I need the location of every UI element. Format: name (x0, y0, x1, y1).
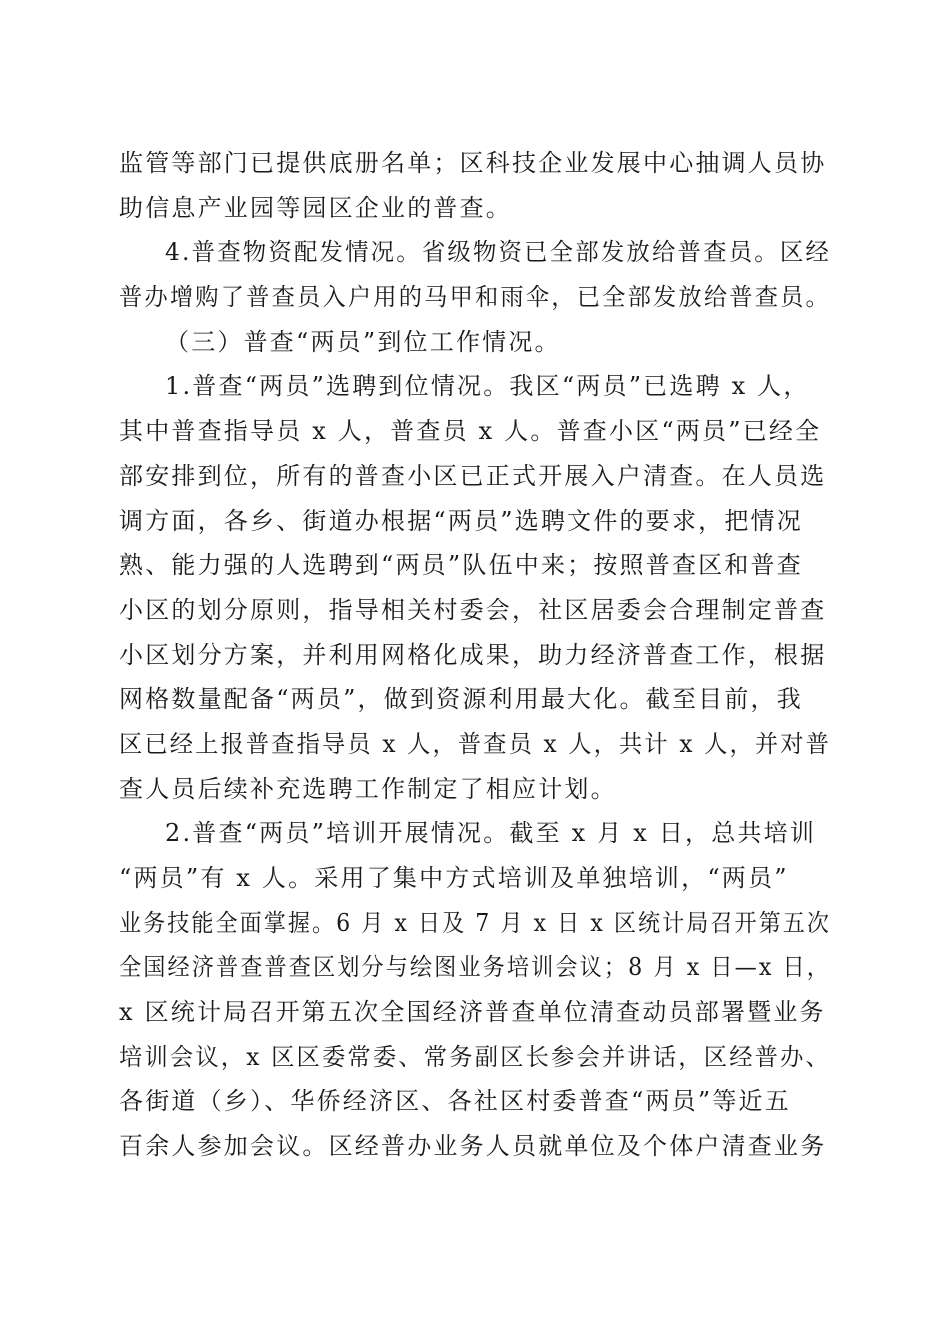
text-line (119, 945, 831, 990)
text-line-content: 监管等部门已提供底册名单；区科技企业发展中心抽调人员协 (119, 149, 827, 177)
text-line (119, 543, 831, 588)
text-line-content: 其中普查指导员 x 人，普查员 x 人。普查小区“两员”已经全 (119, 417, 822, 446)
text-line-content: 查人员后续补充选聘工作制定了相应计划。 (119, 774, 617, 803)
text-line-content: 小区的划分原则，指导相关村委会，社区居委会合理制定普查 (119, 595, 827, 624)
text-line (119, 856, 831, 901)
text-line (119, 186, 831, 231)
text-line (119, 1124, 831, 1169)
text-line-content: （三）普查“两员”到位工作情况。 (165, 327, 561, 356)
text-line (119, 722, 831, 767)
text-line-content: 4.普查物资配发情况。省级物资已全部发放给普查员。区经 (165, 238, 831, 267)
text-line-content: 部安排到位，所有的普查小区已正式开展入户清查。在人员选 (119, 461, 827, 490)
text-line-content: 网格数量配备“两员”，做到资源利用最大化。截至目前，我 (119, 685, 803, 714)
text-line (119, 275, 831, 320)
text-line (119, 364, 831, 409)
text-line-content: 区已经上报普查指导员 x 人，普查员 x 人，共计 x 人，并对普 (119, 729, 831, 758)
text-line (119, 1079, 831, 1124)
body-text (119, 141, 831, 1169)
text-line (119, 901, 831, 946)
text-line-content: 调方面，各乡、街道办根据“两员”选聘文件的要求，把情况 (119, 506, 803, 535)
text-line-content: 助信息产业园等园区企业的普查。 (119, 193, 512, 222)
text-line (119, 588, 831, 633)
text-line-content: x 区统计局召开第五次全国经济普查单位清查动员部署暨业务 (119, 998, 826, 1027)
text-line-content: 业务技能全面掌握。6 月 x 日及 7 月 x 日 x 区统计局召开第五次 (119, 908, 831, 937)
text-line (119, 811, 831, 856)
text-line (119, 409, 831, 454)
text-line-content: “两员”有 x 人。采用了集中方式培训及单独培训，“两员” (119, 864, 789, 892)
text-line (119, 633, 831, 678)
text-line (119, 677, 831, 722)
text-line-content: 1.普查“两员”选聘到位情况。我区“两员”已选聘 x 人， (165, 372, 810, 401)
text-line-content: 熟、能力强的人选聘到“两员”队伍中来；按照普查区和普查 (119, 551, 803, 580)
text-line (119, 141, 831, 186)
text-line-content: 百余人参加会议。区经普办业务人员就单位及个体户清查业务 (119, 1132, 827, 1161)
text-line (119, 454, 831, 499)
text-line (119, 767, 831, 812)
text-line-content: 小区划分方案，并利用网格化成果，助力经济普查工作，根据 (119, 640, 827, 669)
text-line (119, 990, 831, 1035)
text-line-content: 各街道（乡）、华侨经济区、各社区村委普查“两员”等近五 (119, 1087, 791, 1116)
text-line (119, 499, 831, 544)
text-line-content: 全国经济普查普查区划分与绘图业务培训会议；8 月 x 日—x 日， (119, 953, 831, 982)
text-line (119, 320, 831, 365)
text-line-content: 2.普查“两员”培训开展情况。截至 x 月 x 日，总共培训 (165, 819, 817, 848)
text-line (119, 230, 831, 275)
text-line-content: 培训会议，x 区区委常委、常务副区长参会并讲话，区经普办、 (119, 1042, 831, 1071)
text-line-content: 普办增购了普查员入户用的马甲和雨伞，已全部发放给普查员。 (119, 283, 831, 312)
text-line (119, 1035, 831, 1080)
